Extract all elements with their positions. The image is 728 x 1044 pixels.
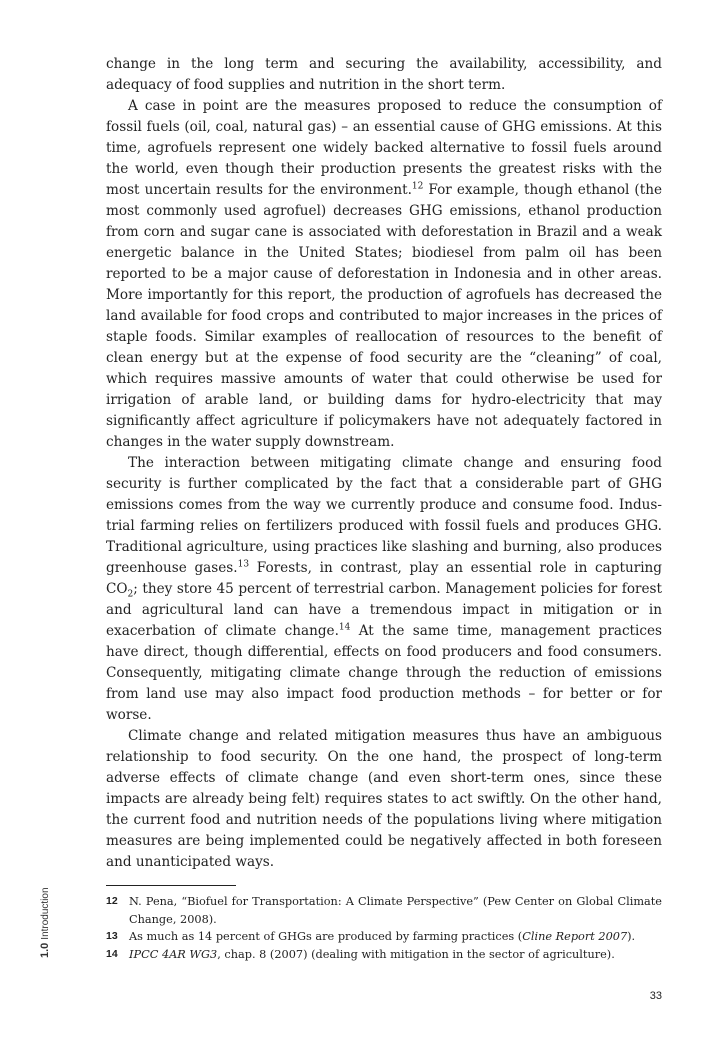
text-run: change in the long term and securing the availability, accessibility, and adequacy of food supplies and nutrition in the short term. bbox=[106, 56, 662, 93]
footnote-number: 12 bbox=[106, 895, 118, 907]
text-run: At the same time, management practices have direct, though differential, effects on food producers and food consumers. Consequently, mitigating climate change through the reduction of emissions from land use may also impact food production methods – for better or for worse. bbox=[106, 623, 662, 723]
footnote bbox=[106, 928, 662, 946]
footnote bbox=[106, 893, 662, 928]
italic-text: Cline Report 2007 bbox=[522, 930, 628, 943]
text-run: N. Pena, “Biofuel for Transportation: A Climate Perspective” (Pew Center on Global Climate Change, 2008). bbox=[129, 895, 662, 926]
footnotes bbox=[106, 893, 662, 963]
footnote-reference: 13 bbox=[237, 559, 250, 570]
text-run: The interaction between mitigating climate change and ensuring food security is further complicated by the fact that a considerable part of GHG emissions comes from the way we currently produce and consume food. Industrial farming relies on fertilizers produced with fossil fuels and produces GHG. Traditional agriculture, using practices like slashing and burning, also produces greenhouse gases. bbox=[106, 455, 662, 576]
footnote-number: 14 bbox=[106, 947, 118, 960]
main-body-text bbox=[106, 54, 662, 873]
paragraph bbox=[106, 453, 662, 726]
text-run: A case in point are the measures proposed to reduce the consumption of fossil fuels (oil, coal, natural gas) – an essential cause of GHG emissions. At this time, agrofuels represent one widely backed alternative to fossil fuels around the world, even though their production presents the greatest risks with the most uncertain results for the environment. bbox=[106, 98, 662, 198]
text-run: ; they store 45 percent of terrestrial carbon. Management policies for forest and agricultural land can have a tremendous impact in mitigation or in exacerbation of climate change. bbox=[106, 581, 662, 639]
section-title: Introduction bbox=[39, 887, 51, 940]
footnote-divider bbox=[106, 885, 236, 886]
text-run: Forests, in contrast, play an essential role in capturing CO bbox=[106, 560, 662, 597]
italic-text: IPCC 4AR WG3 bbox=[129, 947, 218, 961]
paragraph bbox=[106, 726, 662, 873]
text-run: As much as 14 percent of GHGs are produced by farming practices ( bbox=[129, 930, 523, 943]
text-run: For example, though ethanol (the most commonly used agrofuel) decreases GHG emissions, ethanol production from corn and sugar cane is associated with deforestation in Brazil and a weak energetic balance in the United States; biodiesel from palm oil has been reported to be a major cause of deforestation in Indonesia and in other areas. More importantly for this report, the production of agrofuels has decreased the land available for food crops and contributed to major increases in the prices of staple foods. Similar examples of reallocation of resources to the benefit of clean energy but at the expense of food security are the “cleaning” of coal, which requires massive amounts of water that could otherwise be used for irrigation of arable land, or building dams for hydro-electricity that may significantly affect agriculture if policymakers have not adequately factored in changes in the water supply downstream. bbox=[106, 182, 662, 450]
paragraph bbox=[106, 54, 662, 96]
section-number: 1.0 bbox=[39, 942, 51, 958]
running-section-label bbox=[36, 858, 54, 958]
footnote-text bbox=[129, 946, 662, 964]
footnote-text bbox=[129, 893, 662, 928]
paragraph bbox=[106, 96, 662, 453]
text-run: , chap. 8 (2007) (dealing with mitigation in the sector of agriculture). bbox=[217, 947, 615, 961]
page-number: 33 bbox=[649, 990, 662, 1002]
footnote-number: 13 bbox=[106, 930, 118, 942]
footnote-text bbox=[129, 928, 662, 946]
footnote-reference: 12 bbox=[411, 181, 424, 192]
text-run: Climate change and related mitigation measures thus have an ambiguous relationship to food security. On the one hand, the prospect of long-term adverse effects of climate change (and even short-term ones, since these impacts are already being felt) requires states to act swiftly. On the other hand, the current food and nutrition needs of the populations living where mitigation measures are being implemented could be negatively affected in both foreseen and unanticipated ways. bbox=[106, 728, 662, 870]
subscript-text: 2 bbox=[127, 589, 134, 600]
footnote bbox=[106, 946, 662, 964]
text-run: ). bbox=[627, 930, 636, 943]
footnote-reference: 14 bbox=[338, 622, 351, 633]
